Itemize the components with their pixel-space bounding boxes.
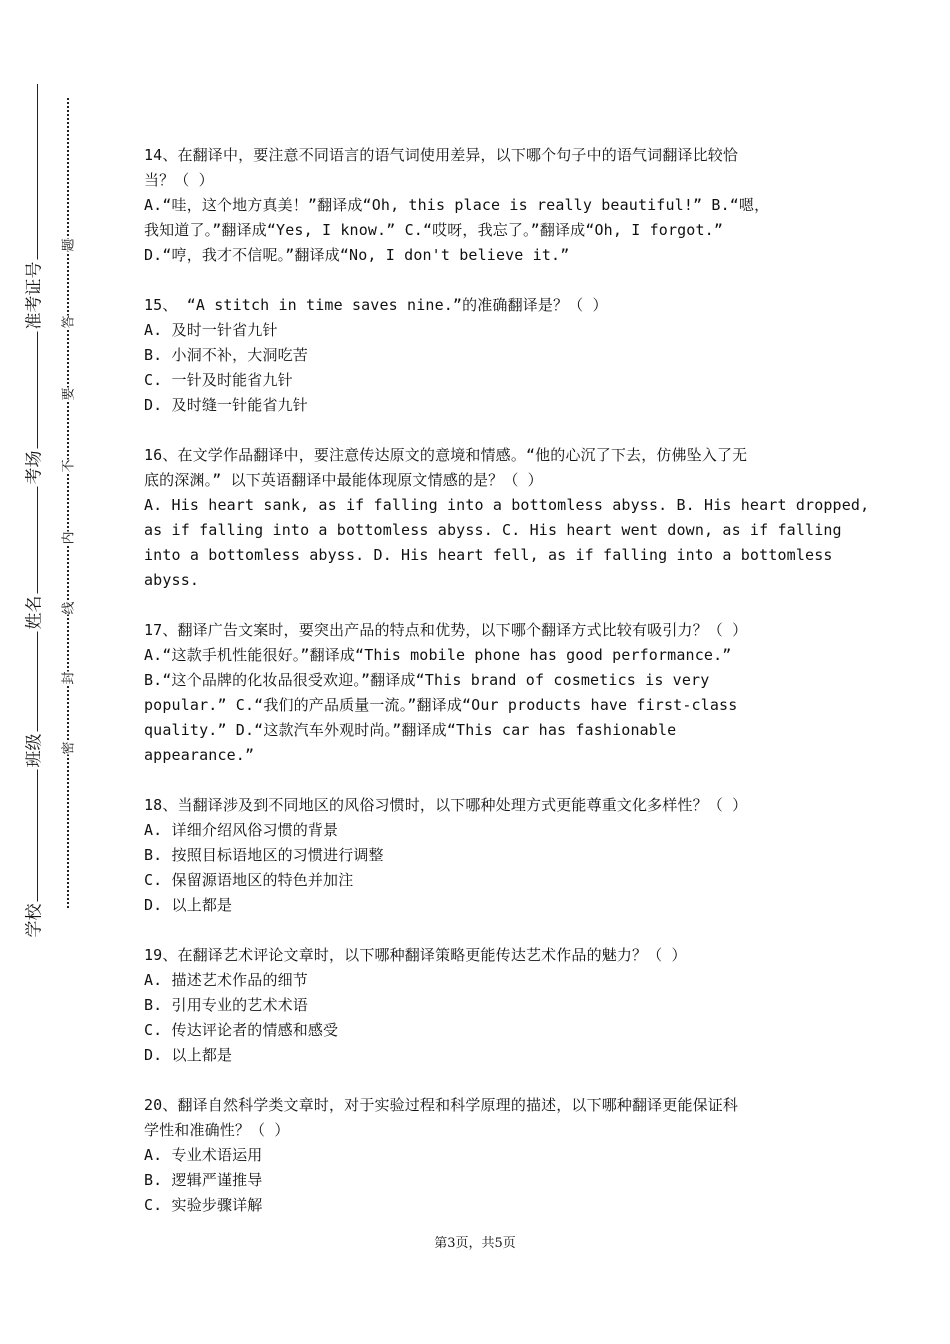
seal-word: 不 xyxy=(57,459,78,472)
page-footer: 第3页，共5页 xyxy=(434,1236,516,1251)
question-17 xyxy=(144,618,812,768)
question-line: 当？（ ） xyxy=(144,171,214,189)
option-line: B. 逻辑严谨推导 xyxy=(144,1171,263,1189)
option-line: C. 一针及时能省九针 xyxy=(144,371,293,389)
field-name: 姓名 xyxy=(20,594,45,632)
question-20 xyxy=(144,1093,812,1218)
option-line: C. 保留源语地区的特色并加注 xyxy=(144,871,354,889)
question-18 xyxy=(144,793,812,918)
question-15 xyxy=(144,293,812,418)
question-line: 14、在翻译中，要注意不同语言的语气词使用差异，以下哪个句子中的语气词翻译比较恰 xyxy=(144,146,739,164)
question-14 xyxy=(144,143,812,268)
question-line: popular.” C.“我们的产品质量一流。”翻译成“Our products have first-class xyxy=(144,696,738,714)
question-line: appearance.” xyxy=(144,746,255,764)
option-line: D. 及时缝一针能省九针 xyxy=(144,396,308,414)
option-line: A. 专业术语运用 xyxy=(144,1146,263,1164)
seal-word: 要 xyxy=(57,387,78,400)
question-line: D.“哼，我才不信呢。”翻译成“No, I don't believe it.” xyxy=(144,246,570,264)
option-line: A. 描述艺术作品的细节 xyxy=(144,971,308,989)
field-school: 学校 xyxy=(20,902,45,940)
question-line: 18、当翻译涉及到不同地区的风俗习惯时，以下哪种处理方式更能尊重文化多样性？（ ） xyxy=(144,796,748,814)
question-line: as if falling into a bottomless abyss. C. His heart went down, as if falling xyxy=(144,521,842,539)
question-line: 19、在翻译艺术评论文章时，以下哪种翻译策略更能传达艺术作品的魅力？（ ） xyxy=(144,946,687,964)
option-line: A. 详细介绍风俗习惯的背景 xyxy=(144,821,339,839)
field-exam-room: 考场 xyxy=(20,449,45,487)
field-exam-number: 准考证号 xyxy=(20,260,45,332)
seal-dotted-line xyxy=(67,98,69,908)
option-line: A. 及时一针省九针 xyxy=(144,321,278,339)
question-line: 17、翻译广告文案时，要突出产品的特点和优势，以下哪个翻译方式比较有吸引力？（ ） xyxy=(144,621,748,639)
seal-word: 密 xyxy=(57,741,78,754)
option-line: D. 以上都是 xyxy=(144,1046,233,1064)
seal-word: 答 xyxy=(57,315,78,328)
option-line: C. 传达评论者的情感和感受 xyxy=(144,1021,339,1039)
seal-word: 封 xyxy=(57,671,78,684)
question-line: A.“哇，这个地方真美！”翻译成“Oh, this place is really beautiful!” B.“嗯， xyxy=(144,196,770,214)
question-line: 20、翻译自然科学类文章时，对于实验过程和科学原理的描述，以下哪种翻译更能保证科 xyxy=(144,1096,739,1114)
question-line: 15、 “A stitch in time saves nine.”的准确翻译是？（ ） xyxy=(144,296,608,314)
option-line: B. 引用专业的艺术术语 xyxy=(144,996,308,1014)
question-line: 16、在文学作品翻译中，要注意传达原文的意境和情感。“他的心沉了下去，仿佛坠入了无 xyxy=(144,446,748,464)
question-line: into a bottomless abyss. D. His heart fell, as if falling into a bottomless xyxy=(144,546,833,564)
question-19 xyxy=(144,943,812,1068)
field-class: 班级 xyxy=(20,732,45,770)
option-line: C. 实验步骤详解 xyxy=(144,1196,263,1214)
question-line: quality.” D.“这款汽车外观时尚。”翻译成“This car has fashionable xyxy=(144,721,677,739)
seal-word: 线 xyxy=(57,601,78,614)
question-list xyxy=(144,143,870,1243)
question-line: 学性和准确性？（ ） xyxy=(144,1121,290,1139)
question-line: 我知道了。”翻译成“Yes, I know.” C.“哎呀，我忘了。”翻译成“Oh, I forgot.” xyxy=(144,221,724,239)
binding-line xyxy=(37,84,38,926)
option-line: D. 以上都是 xyxy=(144,896,233,914)
question-line: abyss. xyxy=(144,571,200,589)
question-line: B.“这个品牌的化妆品很受欢迎。”翻译成“This brand of cosmetics is very xyxy=(144,671,710,689)
option-line: B. 小洞不补，大洞吃苦 xyxy=(144,346,308,364)
option-line: B. 按照目标语地区的习惯进行调整 xyxy=(144,846,384,864)
question-line: 底的深渊。” 以下英语翻译中最能体现原文情感的是？（ ） xyxy=(144,471,543,489)
question-16 xyxy=(144,443,870,593)
question-line: A. His heart sank, as if falling into a bottomless abyss. B. His heart dropped, xyxy=(144,496,870,514)
binding-margin xyxy=(0,0,80,1344)
question-line: A.“这款手机性能很好。”翻译成“This mobile phone has good performance.” xyxy=(144,646,732,664)
seal-word: 内 xyxy=(57,531,78,544)
seal-word: 题 xyxy=(57,238,78,251)
